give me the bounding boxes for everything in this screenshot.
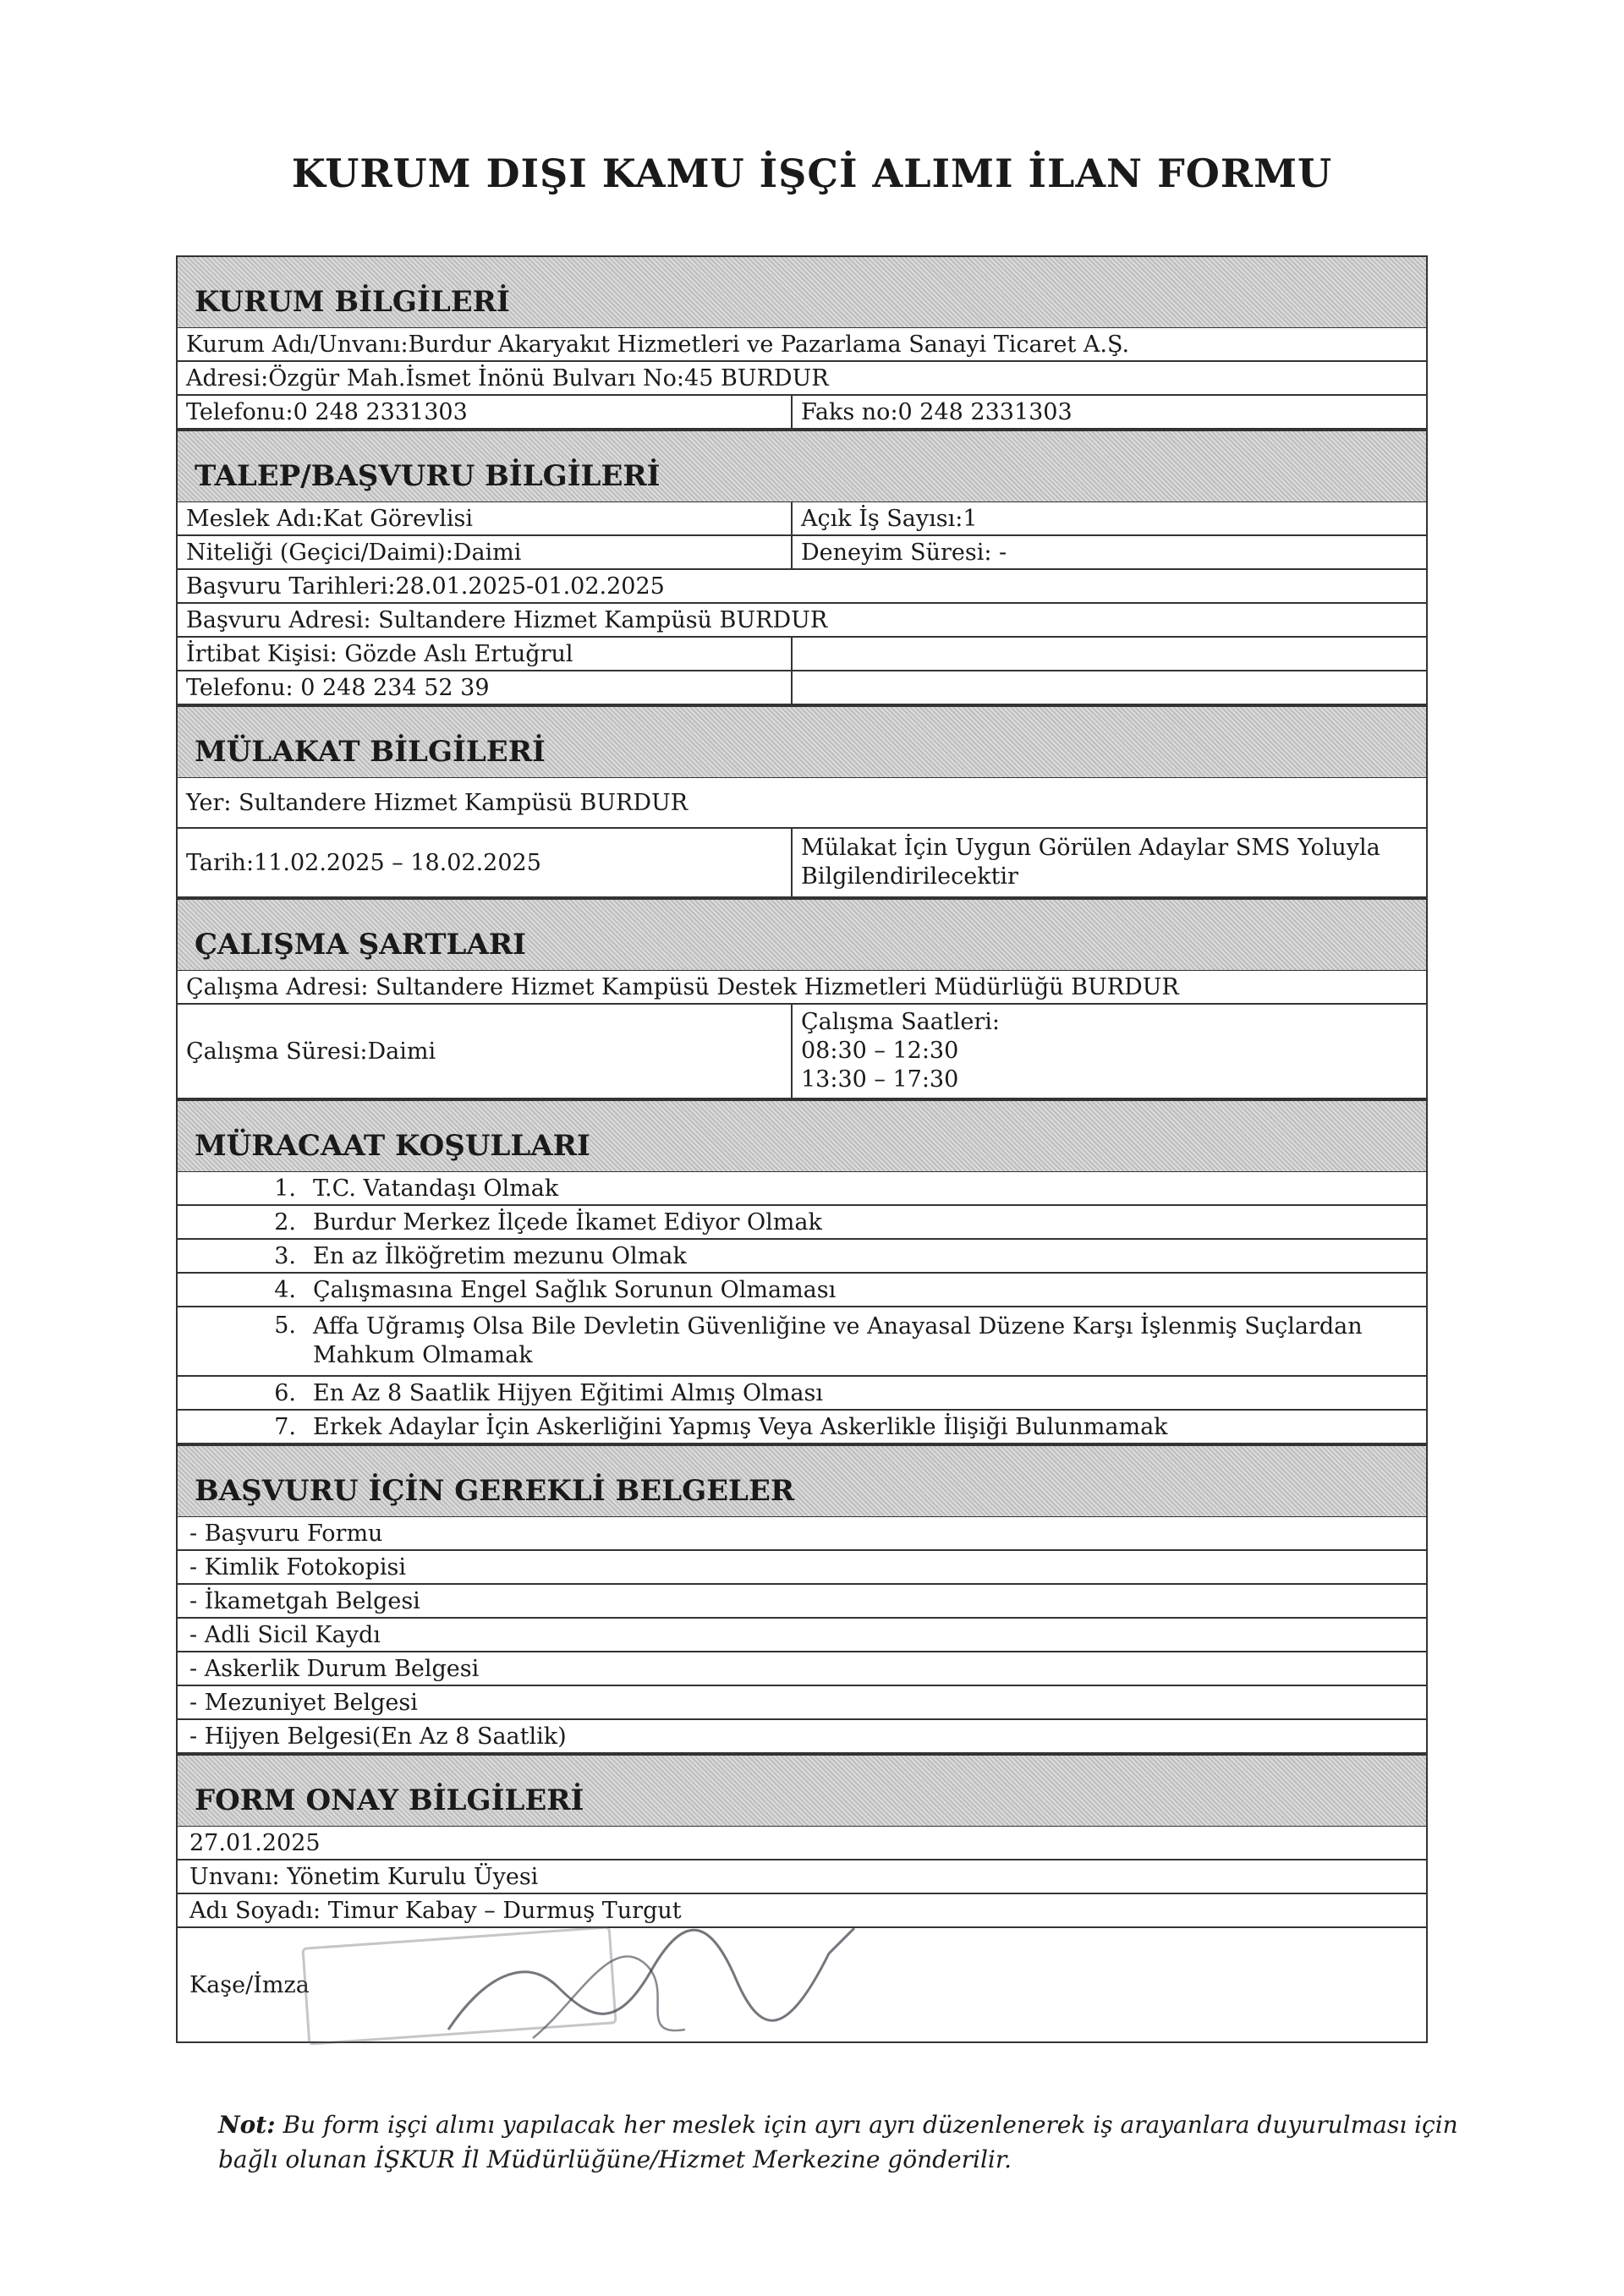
talep-contact-person: İrtibat Kişisi: Gözde Aslı Ertuğrul [186,640,573,667]
talep-empty-cell [791,638,1426,670]
document-item: - Mezuniyet Belgesi [189,1689,418,1716]
condition-text: Çalışmasına Engel Sağlık Sorunun Olmaması [313,1276,837,1303]
calisma-address: Çalışma Adresi: Sultandere Hizmet Kampüsü Destek Hizmetleri Müdürlüğü BURDUR [186,973,1179,1000]
section-header-muracaat: MÜRACAAT KOŞULLARI [176,1099,1428,1172]
talep-open-positions: Açık İş Sayısı:1 [791,502,1426,534]
calisma-row-address [176,971,1428,1005]
document-row [176,1619,1428,1652]
section-header-talep: TALEP/BAŞVURU BİLGİLERİ [176,430,1428,502]
condition-text: T.C. Vatandaşı Olmak [313,1175,559,1202]
document-item: - Askerlik Durum Belgesi [189,1655,480,1682]
document-row [176,1551,1428,1585]
talep-row-2 [176,536,1428,570]
talep-contact-phone: Telefonu: 0 248 234 52 39 [186,674,490,701]
document-item: - İkametgah Belgesi [189,1587,420,1614]
talep-empty-cell [791,671,1426,704]
document-row [176,1517,1428,1551]
footer-note [218,2108,1470,2177]
onay-row-title [176,1860,1428,1894]
document-row [176,1585,1428,1619]
kurum-row-contact [176,396,1428,430]
document-item: - Adli Sicil Kaydı [189,1621,381,1648]
talep-occupation: Meslek Adı:Kat Görevlisi [186,505,473,532]
condition-row [176,1274,1428,1307]
onay-title: Unvanı: Yönetim Kurulu Üyesi [189,1863,539,1890]
onay-row-date [176,1827,1428,1860]
condition-number: 5. [274,1312,296,1339]
note-text: Bu form işçi alımı yapılacak her meslek için ayrı ayrı düzenlenerek iş arayanlara duyurulması için bağlı olunan İŞKUR İl Müdürlüğüne/Hizmet Merkezine gönderilir. [218,2111,1458,2173]
document-item: - Kimlik Fotokopisi [189,1553,406,1581]
condition-number: 3. [274,1242,296,1269]
condition-text: En az İlköğretim mezunu Olmak [313,1242,687,1269]
kurum-address: Adresi:Özgür Mah.İsmet İnönü Bulvarı No:45 BURDUR [186,364,829,392]
condition-row [176,1307,1428,1377]
document-row [176,1720,1428,1754]
signature-scribble [431,1903,871,2055]
condition-text: Erkek Adaylar İçin Askerliğini Yapmış Veya Askerlikle İlişiği Bulunmamak [313,1413,1168,1440]
mulakat-date: Tarih:11.02.2025 – 18.02.2025 [186,849,541,876]
mulakat-place: Yer: Sultandere Hizmet Kampüsü BURDUR [186,789,689,816]
talep-application-address: Başvuru Adresi: Sultandere Hizmet Kampüsü BURDUR [186,606,828,633]
condition-number: 2. [274,1208,296,1236]
condition-number: 4. [274,1276,296,1303]
section-header-kurum: KURUM BİLGİLERİ [176,255,1428,328]
calisma-hours-label: Çalışma Saatleri: [801,1009,1000,1036]
document-row [176,1686,1428,1720]
condition-number: 7. [274,1413,296,1440]
calisma-duration: Çalışma Süresi:Daimi [186,1038,436,1065]
calisma-hours-morning: 08:30 – 12:30 [801,1038,959,1065]
announcement-form [176,255,1428,2043]
talep-nature: Niteliği (Geçici/Daimi):Daimi [186,539,522,566]
section-header-mulakat: MÜLAKAT BİLGİLERİ [176,705,1428,778]
section-header-belgeler: BAŞVURU İÇİN GEREKLİ BELGELER [176,1444,1428,1517]
onay-name: Adı Soyadı: Timur Kabay – Durmuş Turgut [189,1897,682,1924]
talep-row-address [176,604,1428,638]
condition-text: Burdur Merkez İlçede İkamet Ediyor Olmak [313,1208,822,1236]
page-title: KURUM DIŞI KAMU İŞÇİ ALIMI İLAN FORMU [291,151,1333,196]
kurum-fax: Faks no:0 248 2331303 [791,396,1426,428]
condition-row [176,1377,1428,1411]
onay-stamp-label: Kaşe/İmza [189,1971,310,1998]
section-header-onay: FORM ONAY BİLGİLERİ [176,1754,1428,1827]
kurum-name: Kurum Adı/Unvanı:Burdur Akaryakıt Hizmetleri ve Pazarlama Sanayi Ticaret A.Ş. [186,331,1130,358]
talep-experience: Deneyim Süresi: - [791,536,1426,568]
condition-row [176,1172,1428,1206]
condition-row [176,1411,1428,1444]
kurum-row-name [176,328,1428,362]
document-row [176,1652,1428,1686]
talep-row-dates [176,570,1428,604]
condition-number: 1. [274,1175,296,1202]
talep-application-dates: Başvuru Tarihleri:28.01.2025-01.02.2025 [186,573,665,600]
condition-row [176,1206,1428,1240]
onay-date: 27.01.2025 [189,1829,321,1856]
condition-text: En Az 8 Saatlik Hijyen Eğitimi Almış Olması [313,1379,823,1406]
condition-text: Affa Uğramış Olsa Bile Devletin Güvenliğine ve Anayasal Düzene Karşı İşlenmiş Suçlardan Mahkum Olmamak [313,1313,1363,1368]
calisma-row-schedule [176,1005,1428,1099]
mulakat-info: Mülakat İçin Uygun Görülen Adaylar SMS Yoluyla Bilgilendirilecektir [791,829,1426,896]
calisma-hours-afternoon: 13:30 – 17:30 [801,1066,959,1093]
mulakat-row-place [176,778,1428,829]
talep-row-contact [176,638,1428,671]
talep-row-1 [176,502,1428,536]
calisma-hours [791,1005,1426,1098]
condition-number: 6. [274,1379,296,1406]
kurum-phone: Telefonu:0 248 2331303 [186,398,468,425]
document-item: - Hijyen Belgesi(En Az 8 Saatlik) [189,1723,567,1750]
section-header-calisma: ÇALIŞMA ŞARTLARI [176,898,1428,971]
condition-row [176,1240,1428,1274]
talep-row-phone [176,671,1428,705]
mulakat-row-date [176,829,1428,898]
document-item: - Başvuru Formu [189,1520,383,1547]
note-label: Not: [218,2111,276,2139]
onay-stamp-signature [176,1928,1428,2043]
kurum-row-address [176,362,1428,396]
